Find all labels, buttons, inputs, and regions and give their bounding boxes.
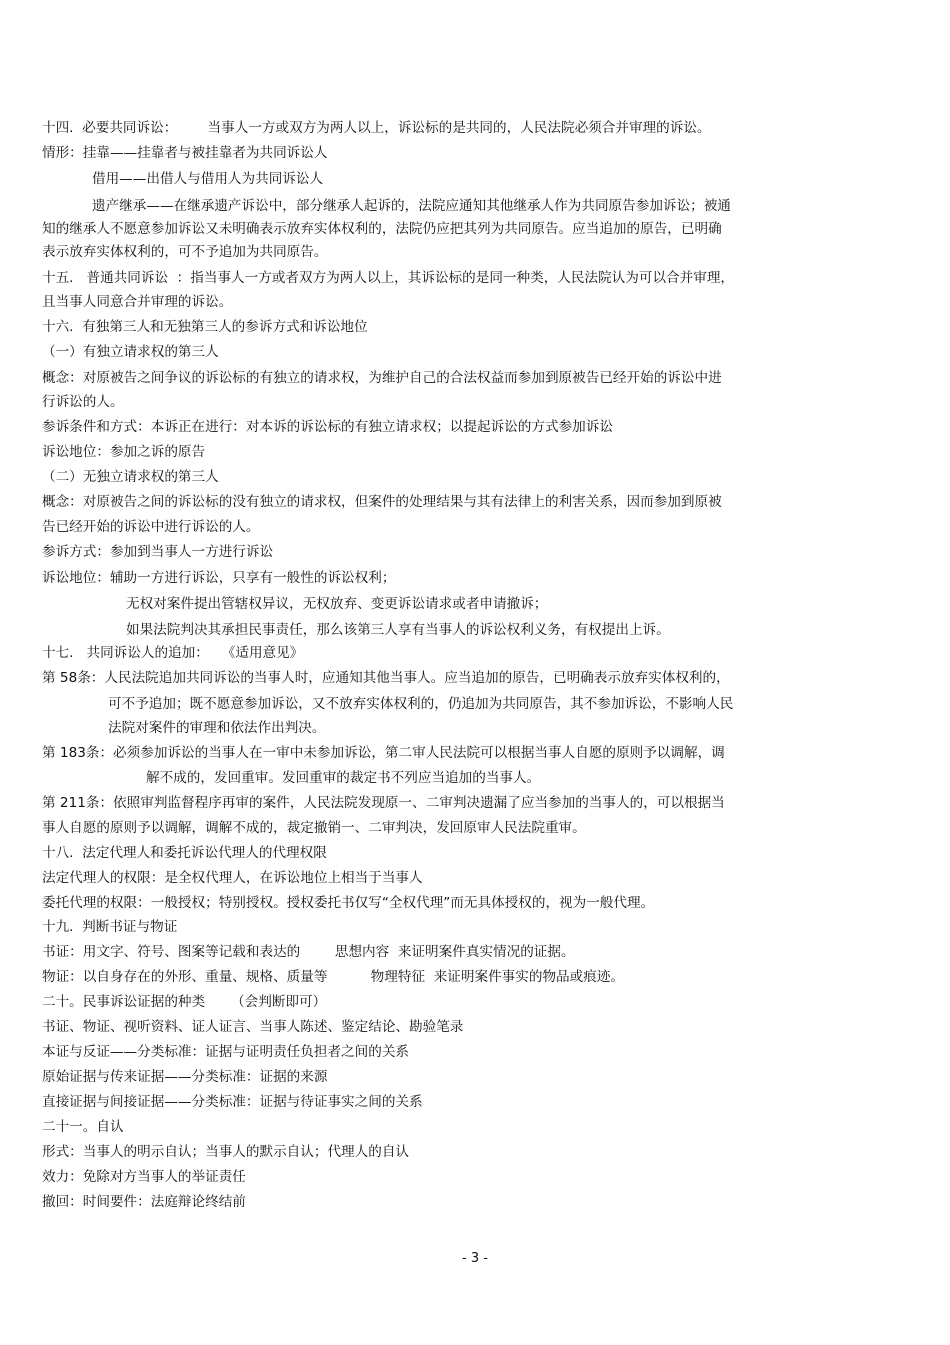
- text-line: （二）无独立请求权的第三人: [42, 469, 219, 485]
- text-line: 诉讼地位：辅助一方进行诉讼，只享有一般性的诉讼权利；: [42, 570, 396, 586]
- text-line: 法定代理人的权限：是全权代理人，在诉讼地位上相当于当事人: [42, 870, 423, 886]
- text-line: 直接证据与间接证据——分类标准：证据与待证事实之间的关系: [42, 1094, 423, 1110]
- text-line: 二十一。自认: [42, 1119, 124, 1135]
- text-line: 解不成的，发回重审。发回重审的裁定书不列应当追加的当事人。: [146, 770, 541, 786]
- text-line: 物证：以自身存在的外形、重量、规格、质量等 物理特征 来证明案件事实的物品或痕迹。: [42, 969, 625, 985]
- text-line: 可不予追加；既不愿意参加诉讼，又不放弃实体权利的，仍追加为共同原告，其不参加诉讼，不影响人民: [108, 696, 734, 712]
- text-line: 事人自愿的原则予以调解，调解不成的，裁定撤销一、二审判决，发回原审人民法院重审。: [42, 820, 586, 836]
- text-line: 原始证据与传来证据——分类标准：证据的来源: [42, 1069, 328, 1085]
- text-line: 概念：对原被告之间争议的诉讼标的有独立的请求权，为维护自己的合法权益而参加到原被告已经开始的诉讼中进: [42, 370, 722, 386]
- text-line: 概念：对原被告之间的诉讼标的没有独立的请求权，但案件的处理结果与其有法律上的利害关系，因而参加到原被: [42, 494, 722, 510]
- text-line: 诉讼地位：参加之诉的原告: [42, 444, 206, 460]
- text-line: 情形：挂靠——挂靠者与被挂靠者为共同诉讼人: [42, 145, 328, 161]
- text-line: 参诉方式：参加到当事人一方进行诉讼: [42, 544, 274, 560]
- text-line: 二十。民事诉讼证据的种类 （会判断即可）: [42, 994, 327, 1010]
- text-line: 第 211条：依照审判监督程序再审的案件，人民法院发现原一、二审判决遗漏了应当参加的当事人的，可以根据当: [42, 795, 725, 811]
- text-line: 形式：当事人的明示自认；当事人的默示自认；代理人的自认: [42, 1144, 410, 1160]
- text-line: （一）有独立请求权的第三人: [42, 344, 219, 360]
- text-line: 参诉条件和方式：本诉正在进行：对本诉的诉讼标的有独立请求权；以提起诉讼的方式参加诉讼: [42, 419, 613, 435]
- page-number: - 3 -: [462, 1251, 488, 1266]
- text-line: 遗产继承——在继承遗产诉讼中，部分继承人起诉的，法院应通知其他继承人作为共同原告参加诉讼；被通: [92, 198, 731, 214]
- text-line: 借用——出借人与借用人为共同诉讼人: [92, 171, 324, 187]
- text-line: 十五. 普通共同诉讼 ：指当事人一方或者双方为两人以上，其诉讼标的是同一种类，人民法院认为可以合并审理，: [42, 270, 735, 286]
- text-line: 十九. 判断书证与物证: [42, 919, 178, 935]
- text-line: 本证与反证——分类标准：证据与证明责任负担者之间的关系: [42, 1044, 410, 1060]
- text-line: 十七. 共同诉讼人的追加： 《适用意见》: [42, 645, 304, 661]
- text-line: 第 183条：必须参加诉讼的当事人在一审中未参加诉讼，第二审人民法院可以根据当事人自愿的原则予以调解，调: [42, 745, 725, 761]
- text-line: 行诉讼的人。: [42, 394, 124, 410]
- text-line: 书证、物证、视听资料、证人证言、当事人陈述、鉴定结论、勘验笔录: [42, 1019, 464, 1035]
- text-line: 无权对案件提出管辖权异议，无权放弃、变更诉讼请求或者申请撤诉；: [126, 596, 548, 612]
- text-line: 委托代理的权限：一般授权；特别授权。授权委托书仅写“全权代理”而无具体授权的，视为一般代理。: [42, 895, 655, 911]
- text-line: 书证：用文字、符号、图案等记载和表达的 思想内容 来证明案件真实情况的证据。: [42, 944, 575, 960]
- text-line: 如果法院判决其承担民事责任，那么该第三人享有当事人的诉讼权利义务，有权提出上诉。: [126, 622, 670, 638]
- text-line: 十四. 必要共同诉讼： 当事人一方或双方为两人以上，诉讼标的是共同的，人民法院必须合并审理的诉讼。: [42, 120, 711, 136]
- text-line: 第 58条：人民法院追加共同诉讼的当事人时，应通知其他当事人。应当追加的原告，已明确表示放弃实体权利的，: [42, 670, 730, 686]
- text-line: 十八. 法定代理人和委托诉讼代理人的代理权限: [42, 845, 327, 861]
- text-line: 告已经开始的诉讼中进行诉讼的人。: [42, 519, 260, 535]
- text-line: 效力：免除对方当事人的举证责任: [42, 1169, 246, 1185]
- text-line: 十六. 有独第三人和无独第三人的参诉方式和诉讼地位: [42, 319, 368, 335]
- text-line: 表示放弃实体权利的，可不予追加为共同原告。: [42, 244, 328, 260]
- text-line: 法院对案件的审理和依法作出判决。: [108, 720, 326, 736]
- text-line: 撤回：时间要件：法庭辩论终结前: [42, 1194, 246, 1210]
- text-line: 知的继承人不愿意参加诉讼又未明确表示放弃实体权利的，法院仍应把其列为共同原告。应当追加的原告，已明确: [42, 221, 722, 237]
- text-line: 且当事人同意合并审理的诉讼。: [42, 294, 233, 310]
